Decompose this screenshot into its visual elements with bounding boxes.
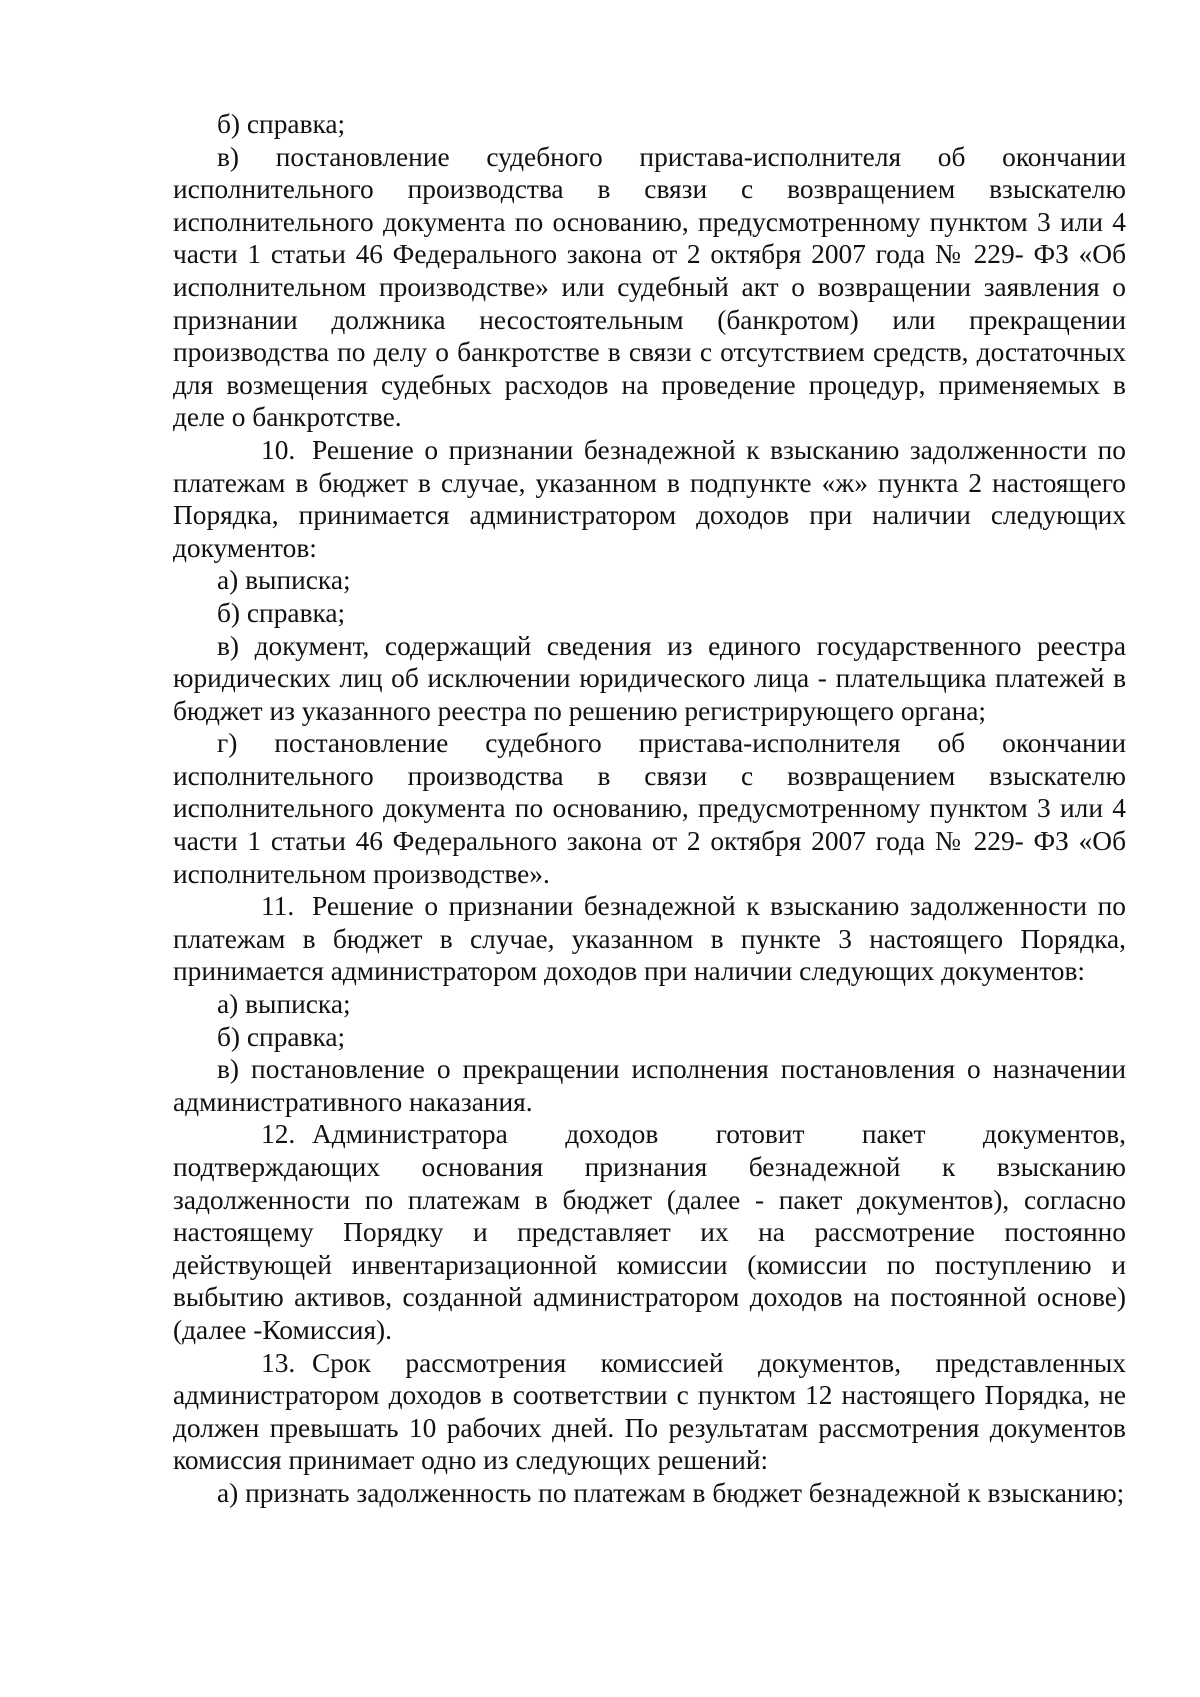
paragraph	[173, 1477, 1126, 1510]
paragraph	[173, 141, 1126, 434]
paragraph-text: а) признать задолженность по платежам в бюджет безнадежной к взысканию;	[217, 1477, 1125, 1508]
paragraph-text: Срок рассмотрения комиссией документов, представленных администратором доходов в соответствии с пунктом 12 настоящего Порядка, не должен превышать 10 рабочих дней. По результатам рассмотрения документов комиссия принимает одно из следующих решений:	[173, 1347, 1126, 1476]
numbered-paragraph	[173, 1347, 1126, 1477]
paragraph-text: в) постановление судебного пристава-исполнителя об окончании исполнительного производства в связи с возвращением взыскателю исполнительного документа по основанию, предусмотренному пунктом 3 или 4 части 1 статьи 46 Федерального закона от 2 октября 2007 года № 229- ФЗ «Об исполнительном производстве» или судебный акт о возвращении заявления о признании должника несостоятельным (банкротом) или прекращении производства по делу о банкротстве в связи с отсутствием средств, достаточных для возмещения судебных расходов на проведение процедур, применяемых в деле о банкротстве.	[173, 141, 1126, 433]
paragraph-text: б) справка;	[217, 109, 346, 139]
paragraph	[173, 597, 1126, 630]
paragraph	[173, 630, 1126, 728]
paragraph-text: в) постановление о прекращении исполнения постановления о назначении административного наказания.	[173, 1054, 1126, 1117]
paragraph	[173, 1053, 1126, 1118]
document-page	[173, 108, 1126, 1510]
numbered-paragraph	[173, 434, 1126, 564]
paragraph-number: 13.	[261, 1347, 296, 1378]
paragraph	[173, 727, 1126, 890]
paragraph-text: в) документ, содержащий сведения из единого государственного реестра юридических лиц об исключении юридического лица - плательщика платежей в бюджет из указанного реестра по решению регистрирующего органа;	[173, 630, 1126, 726]
paragraph	[173, 988, 1126, 1021]
paragraph-text: а) выписка;	[217, 565, 351, 596]
numbered-paragraph	[173, 890, 1126, 988]
paragraph-text: б) справка;	[217, 597, 346, 628]
paragraph-text: Решение о признании безнадежной к взысканию задолженности по платежам в бюджет в случае, указанном в подпункте «ж» пункта 2 настоящего Порядка, принимается администратором доходов при наличии следующих документов:	[173, 434, 1126, 563]
paragraph-number: 11.	[261, 891, 295, 922]
paragraph-text: Администратора доходов готовит пакет документов, подтверждающих основания признания безнадежной к взысканию задолженности по платежам в бюджет (далее - пакет документов), согласно настоящему Порядку и представляет их на рассмотрение постоянно действующей инвентаризационной комиссии (комиссии по поступлению и выбытию активов, созданной администратором доходов на постоянной основе) (далее -Комиссия).	[173, 1119, 1126, 1345]
paragraph-text: Решение о признании безнадежной к взысканию задолженности по платежам в бюджет в случае, указанном в пункте 3 настоящего Порядка, принимается администратором доходов при наличии следующих документов:	[173, 891, 1126, 987]
paragraph	[173, 1021, 1126, 1054]
numbered-paragraph	[173, 1118, 1126, 1346]
paragraph-number: 10.	[261, 434, 296, 465]
paragraph-text: а) выписка;	[217, 989, 351, 1020]
paragraph-text: г) постановление судебного пристава-исполнителя об окончании исполнительного производства в связи с возвращением взыскателю исполнительного документа по основанию, предусмотренному пунктом 3 или 4 части 1 статьи 46 Федерального закона от 2 октября 2007 года № 229- ФЗ «Об исполнительном производстве».	[173, 728, 1126, 889]
paragraph	[173, 108, 1126, 141]
paragraph-number: 12.	[261, 1119, 296, 1150]
paragraph-text: б) справка;	[217, 1021, 346, 1052]
paragraph	[173, 564, 1126, 597]
